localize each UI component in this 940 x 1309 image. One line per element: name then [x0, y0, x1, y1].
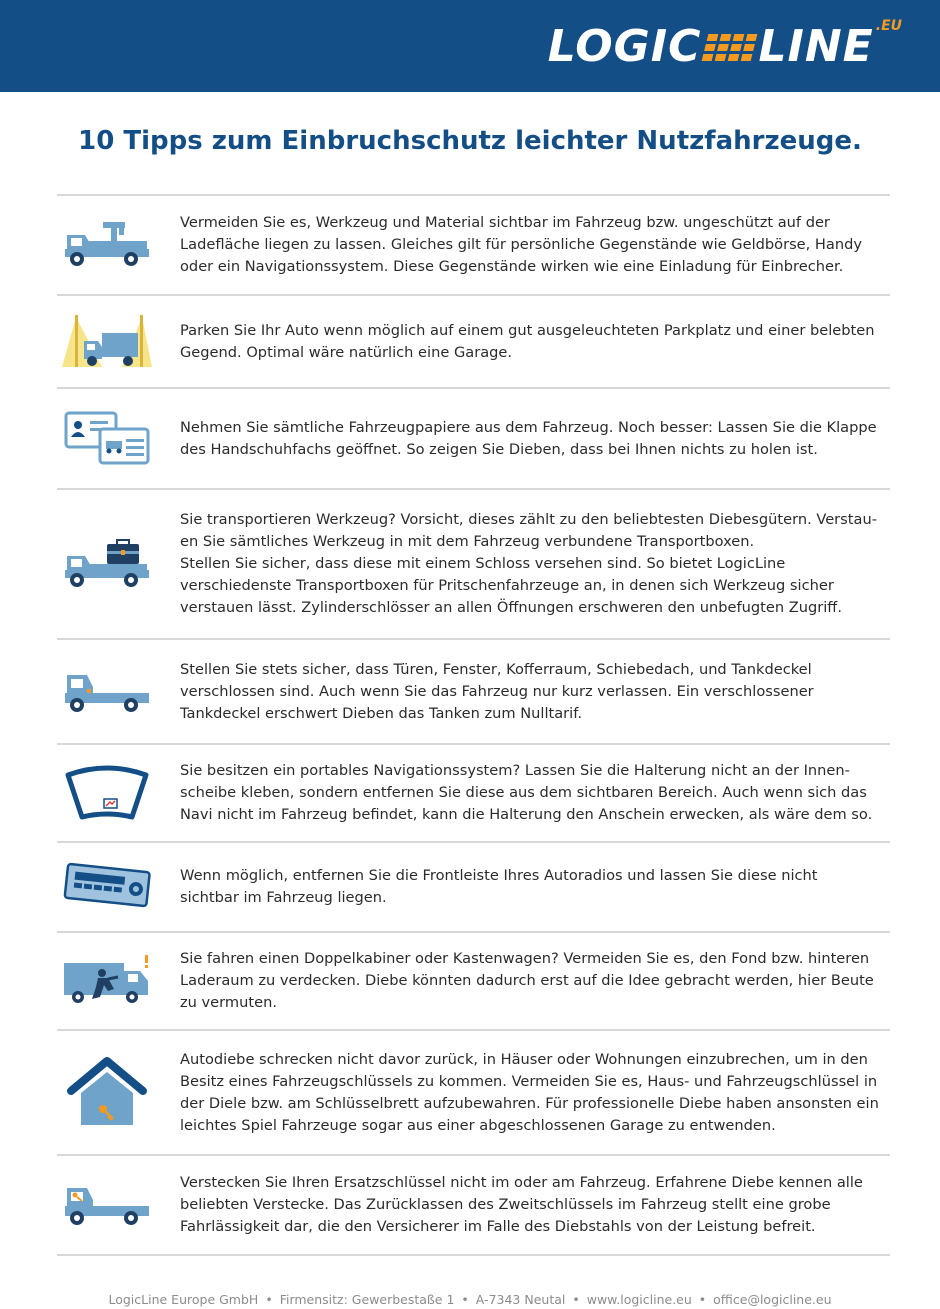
tip-6: [57, 745, 890, 841]
tip-10: [57, 1156, 890, 1254]
tip-text: Verstecken Sie Ihren Ersatzschlüssel nicht im oder am Fahrzeug. Erfahrene Diebe kennen alle beliebten Verstecke. Das Zurücklassen des Zweitschlüssels im Fahrzeug stellt eine grobe Fahrlässigkeit dar, die den Versicherer im Falle des Diebstahls von der Leistung befreit.: [180, 1174, 863, 1235]
footer-email-link[interactable]: office@logicline.eu: [713, 1292, 832, 1307]
truck-toolbox-icon: [57, 490, 157, 638]
footer: [0, 1292, 940, 1307]
header-bar: [0, 0, 940, 92]
truck-fuel-cap-icon: [57, 640, 157, 743]
footer-separator: •: [461, 1292, 469, 1307]
tip-1: [57, 196, 890, 294]
truck-spare-key-icon: [57, 1156, 157, 1254]
tip-text: Stellen Sie stets sicher, dass Türen, Fenster, Kofferraum, Schiebedach, und Tankdeckel verschlossen sind. Auch wenn Sie das Fahrzeug nur kurz verlassen. Ein verschlossener Tankdeckel erschwert Dieben das Tanken zum Nulltarif.: [180, 660, 814, 722]
footer-separator: •: [698, 1292, 707, 1307]
divider: [57, 1254, 890, 1256]
house-key-icon: [57, 1031, 157, 1154]
windshield-navigation-icon: [57, 745, 157, 841]
tip-text: Sie transportieren Werkzeug? Vorsicht, dieses zählt zu den beliebtesten Diebesgütern. Verstau- en Sie sämtliches Werkzeug in mit dem Fahrzeug verbundene Transportboxen. Stellen Sie sicher, dass diese mit einem Schloss versehen sind. So bietet LogicLine verschiedenste Transportboxen für Pritschenfahrzeuge an, in denen sich Werkzeug sicher verstauen lässt. Zylinderschlösser an allen Öffnungen erschweren den unbefugten Zugriff.: [180, 511, 877, 616]
tip-4: [57, 490, 890, 638]
tip-7: [57, 843, 890, 931]
tip-text: Sie besitzen ein portables Navigationssystem? Lassen Sie die Halterung nicht an der Innen- scheibe kleben, sondern entfernen Sie diese aus dem sichtbaren Bereich. Auch wenn sich das Navi nicht im Fahrzeug befindet, kann die Halterung den Anschein erwecken, als wäre dem so.: [180, 762, 873, 823]
lit-parking-truck-icon: [57, 296, 157, 387]
car-radio-icon: [57, 843, 157, 931]
logo-text-right: LINE: [758, 21, 874, 72]
tip-8: [57, 933, 890, 1029]
van-burglar-icon: [57, 933, 157, 1029]
footer-separator: •: [265, 1292, 273, 1307]
footer-company: LogicLine Europe GmbH: [108, 1292, 259, 1307]
footer-separator: •: [572, 1292, 580, 1307]
tip-text: Autodiebe schrecken nicht davor zurück, in Häuser oder Wohnungen einzubrechen, um in den Besitz eines Fahrzeugschlüssels zu kommen. Vermeiden Sie es, Haus- und Fahrzeugschlüssel in der Diele bzw. am Schlüsselbrett aufzubewahren. Für professionelle Diebe haben ansonsten ein leichtes Spiel Fahrzeuge sogar aus einer abgeschlossenen Garage zu entwenden.: [180, 1050, 879, 1134]
logo-text-left: LOGIC: [547, 21, 702, 72]
tip-text: Parken Sie Ihr Auto wenn möglich auf einem gut ausgeleuchteten Parkplatz und einer belebten Gegend. Optimal wäre natürlich eine Garage.: [180, 321, 875, 361]
logicline-logo: [548, 20, 902, 74]
tip-text: Sie fahren einen Doppelkabiner oder Kastenwagen? Vermeiden Sie es, den Fond bzw. hinteren Laderaum zu verdecken. Diebe könnten dadurch erst auf die Idee gebracht werden, hier Beute zu vermuten.: [180, 950, 874, 1011]
footer-postal: A-7343 Neutal: [475, 1292, 566, 1307]
vehicle-documents-icon: [57, 389, 157, 488]
footer-address: Firmensitz: Gewerbestaße 1: [279, 1292, 455, 1307]
page-title: 10 Tipps zum Einbruchschutz leichter Nutzfahrzeuge.: [78, 126, 862, 156]
tip-text: Wenn möglich, entfernen Sie die Frontleiste Ihres Autoradios und lassen Sie diese nicht sichtbar im Fahrzeug liegen.: [180, 867, 818, 906]
tip-2: [57, 296, 890, 387]
logo-grid-icon: [702, 34, 758, 61]
tip-text: Nehmen Sie sämtliche Fahrzeugpapiere aus dem Fahrzeug. Noch besser: Lassen Sie die Klappe des Handschuhfachs geöffnet. So zeigen Sie Dieben, dass bei Ihnen nichts zu holen ist.: [180, 418, 877, 458]
tip-3: [57, 389, 890, 488]
tip-9: [57, 1031, 890, 1154]
footer-website-link[interactable]: www.logicline.eu: [586, 1292, 692, 1307]
truck-crane-icon: [57, 196, 157, 294]
tip-5: [57, 640, 890, 743]
logo-suffix: .EU: [875, 18, 902, 34]
tip-text: Vermeiden Sie es, Werkzeug und Material sichtbar im Fahrzeug bzw. ungeschützt auf der Ladefläche liegen zu lassen. Gleiches gilt für persönliche Gegenstände wie Geldbörse, Handy oder ein Navigationssystem. Diese Gegenstände wirken wie eine Einladung für Einbrecher.: [180, 214, 863, 275]
